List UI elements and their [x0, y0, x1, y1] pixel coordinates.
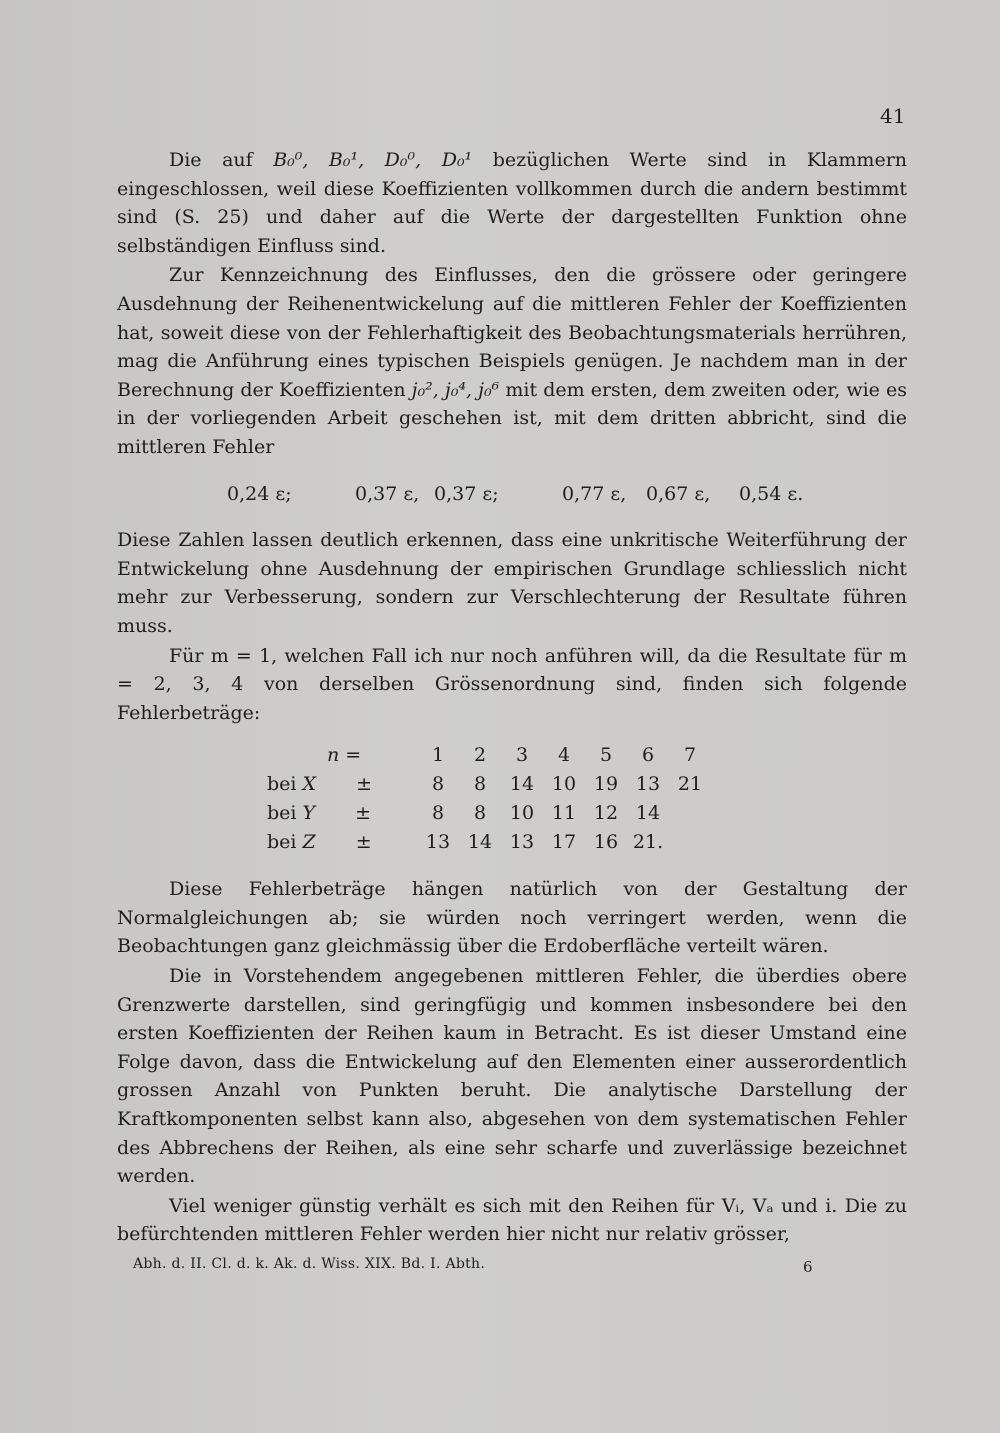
paragraph-1-rest: bezüglichen Werte sind in Klammern eingeschlossen, weil diese Koeffizienten vollkommen durch die andern bestimmt sind (S. 25) und daher auf die Werte der dargestellten Funktion ohne selbständigen Einfluss sind.: [117, 149, 908, 257]
header-cell: 4: [557, 744, 571, 767]
table-cell: 8: [431, 802, 445, 825]
row-variable: X: [302, 773, 317, 796]
paragraph-7: Viel weniger günstig verhält es sich mit den Reihen für Vᵢ, Vₐ und i. Die zu befürchtenden mittleren Fehler werden hier nicht nur relativ grösser,: [117, 1194, 907, 1246]
header-cell: 7: [683, 744, 697, 767]
paragraph-4: Für m = 1, welchen Fall ich nur noch anführen will, da die Resultate für m = 2, 3, 4 von derselben Grössenordnung sind, finden sich folgende Fehlerbeträge:: [117, 644, 907, 724]
table-cell: 13: [635, 773, 661, 796]
error-value: 0,37 ε,: [355, 482, 420, 505]
table-cell: 17: [551, 831, 577, 854]
plus-minus-sign: ±: [355, 831, 372, 854]
header-cell: 5: [599, 744, 613, 767]
error-values-row: [227, 480, 907, 509]
table-row: [267, 799, 711, 828]
row-variable: Y: [302, 802, 316, 825]
header-cell: 1: [431, 744, 445, 767]
table-cell: 10: [509, 802, 535, 825]
row-label: bei: [267, 831, 297, 854]
error-value: 0,54 ε.: [739, 482, 804, 505]
table-cell: 14: [467, 831, 493, 854]
table-header-row: [267, 741, 711, 770]
table-row: [267, 770, 711, 799]
header-cell: 2: [473, 744, 487, 767]
table-cell: 14: [635, 802, 661, 825]
table-cell: 21.: [632, 831, 664, 854]
row-label: bei: [267, 802, 297, 825]
paragraph-1-symbols: B₀⁰, B₀¹, D₀⁰, D₀¹: [273, 149, 473, 171]
row-label: bei: [267, 773, 297, 796]
paragraph-2-part-b: mit dem ersten, dem zweiten oder, wie es in der vorliegenden Arbeit geschehen ist, mit dem dritten abbricht, sind die mittleren Fehler: [117, 378, 907, 458]
table-row: [267, 828, 711, 857]
paragraph-3: Diese Zahlen lassen deutlich erkennen, dass eine unkritische Weiterführung der Entwickelung ohne Ausdehnung der empirischen Grundlage schliesslich nicht mehr zur Verbesserung, sondern zur Verschlechterung der Resultate führen muss.: [117, 529, 907, 637]
footer-citation: Abh. d. II. Cl. d. k. Ak. d. Wiss. XIX. Bd. I. Abth.: [133, 1256, 486, 1272]
table-cell: 16: [593, 831, 619, 854]
table-cell: 12: [593, 802, 619, 825]
table-cell: 8: [473, 773, 487, 796]
table-cell: 14: [509, 773, 535, 796]
table-cell: 13: [509, 831, 535, 854]
paragraph-1: [117, 146, 907, 260]
table-cell: 8: [431, 773, 445, 796]
header-label: n =: [327, 744, 362, 767]
body-text: [117, 146, 907, 1249]
error-value: 0,77 ε,: [562, 482, 627, 505]
error-value: 0,24 ε;: [227, 482, 292, 505]
paragraph-2-symbols: j₀², j₀⁴, j₀⁶: [411, 378, 500, 401]
paragraph-2-part-a: Zur Kennzeichnung des Einflusses, den die grössere oder geringere Ausdehnung der Reihenentwickelung auf die mittleren Fehler der Koeffizienten hat, soweit diese von der Fehlerhaftigkeit des Beobachtungsmaterials herrühren, mag die Anführung eines typischen Beispiels genügen. Je nachdem man in der Berechnung der Koeffizienten: [117, 264, 907, 401]
table-cell: 21: [677, 773, 703, 796]
table-cell: 13: [425, 831, 451, 854]
error-value: 0,67 ε,: [646, 482, 711, 505]
header-cell: 3: [515, 744, 529, 767]
table-cell: 10: [551, 773, 577, 796]
table-cell: 8: [473, 802, 487, 825]
plus-minus-sign: ±: [356, 773, 372, 796]
table-cell: 19: [593, 773, 619, 796]
plus-minus-sign: ±: [355, 802, 371, 825]
signature-mark: 6: [803, 1258, 813, 1276]
paragraph-2: [117, 261, 907, 461]
error-table: [267, 741, 711, 857]
table-cell: 11: [551, 802, 577, 825]
paragraph-5: Diese Fehlerbeträge hängen natürlich von der Gestaltung der Normalgleichungen ab; sie würden noch verringert werden, wenn die Beobachtungen ganz gleichmässig über die Erdoberfläche verteilt wären.: [117, 878, 907, 958]
table-cell: [669, 828, 711, 857]
row-variable: Z: [302, 831, 316, 854]
paragraph-1-prefix: Die auf: [169, 149, 274, 171]
header-cell: 6: [641, 744, 655, 767]
page-number: 41: [880, 104, 906, 128]
paragraph-6: Die in Vorstehendem angegebenen mittleren Fehler, die überdies obere Grenzwerte darstellen, sind geringfügig und kommen insbesondere bei den ersten Koeffizienten der Reihen kaum in Betracht. Es ist dieser Umstand eine Folge davon, dass die Entwickelung auf den Elementen einer ausserordentlich grossen Anzahl von Punkten beruht. Die analytische Darstellung der Kraftkomponenten selbst kann also, abgesehen von dem systematischen Fehler des Abbrechens der Reihen, als eine sehr scharfe und zuverlässige bezeichnet werden.: [117, 965, 907, 1188]
error-value: 0,37 ε;: [434, 482, 499, 505]
table-cell: [669, 799, 711, 828]
